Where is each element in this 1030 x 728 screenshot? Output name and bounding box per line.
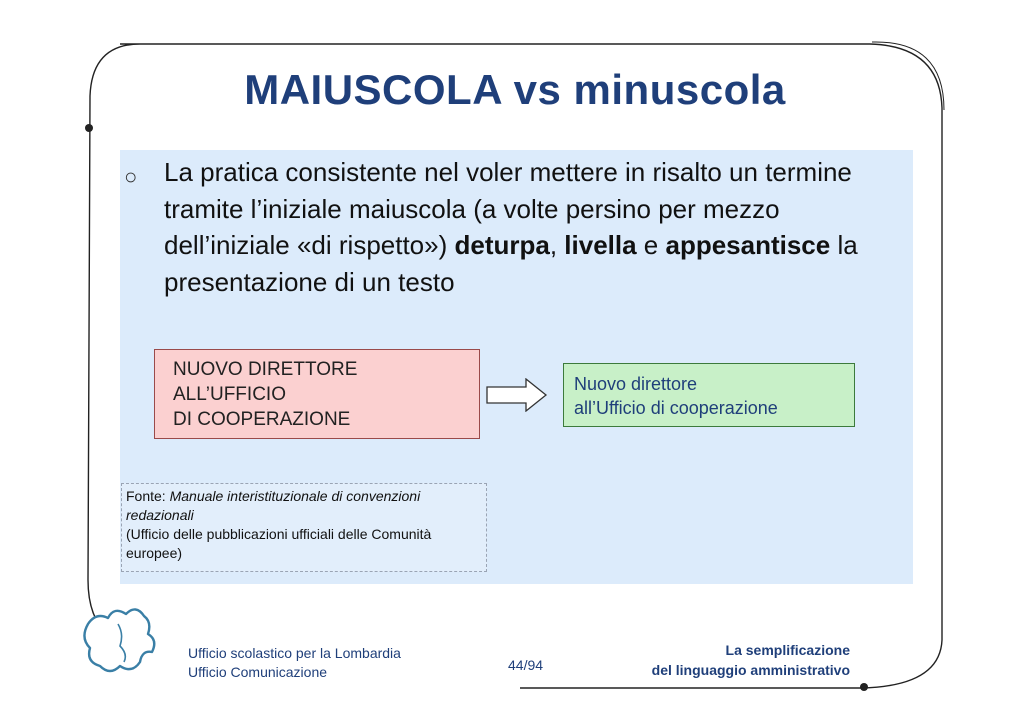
page-number: 44/94 — [508, 657, 544, 673]
source-title: Manuale interistituzionale di convenzioni redazionali — [126, 488, 421, 523]
bullet-text-1: La pratica consistente nel voler mettere in risalto un termine tramite l’iniziale maiuscola (a volte persino per mezzo dell’iniziale «di rispetto») — [164, 157, 852, 260]
source-prefix: Fonte: — [126, 488, 170, 504]
uppercase-example-box — [154, 349, 480, 439]
corner-dot-right — [860, 683, 868, 691]
bullet-circle-icon: ○ — [124, 164, 138, 189]
lombardia-map-icon — [78, 600, 178, 680]
footer-office: Ufficio scolastico per la Lombardia — [188, 645, 401, 661]
bullet-sep: , — [549, 230, 565, 260]
uppercase-line-1: NUOVO DIRETTORE — [173, 359, 358, 380]
source-publisher: (Ufficio delle pubblicazioni ufficiali delle Comunità europee) — [126, 526, 432, 561]
bullet-text-2: e — [636, 230, 666, 260]
footer-title-line-1: La semplificazione — [725, 642, 850, 658]
source-note — [121, 483, 487, 572]
bullet-paragraph — [164, 154, 894, 300]
footer-course-title — [652, 640, 850, 680]
lowercase-line-1: Nuovo direttore — [574, 374, 698, 394]
uppercase-line-3: DI COOPERAZIONE — [173, 409, 351, 430]
footer-title-line-2: del linguaggio amministrativo — [651, 662, 850, 678]
right-arrow-icon — [486, 378, 548, 412]
corner-dot-left — [85, 124, 93, 132]
lowercase-example-box — [563, 363, 855, 427]
bullet-text-3: la presentazione di un testo — [164, 230, 858, 297]
bullet-bold-livella: livella — [564, 230, 637, 260]
footer-organization — [188, 644, 401, 682]
slide-title: MAIUSCOLA vs minuscola — [244, 66, 786, 113]
bullet-bold-appesantisce: appesantisce — [665, 230, 831, 260]
uppercase-line-2: ALL’UFFICIO — [173, 384, 286, 405]
bullet-bold-deturpa: deturpa — [454, 230, 550, 260]
lowercase-line-2: all’Ufficio di cooperazione — [574, 398, 778, 418]
footer-department: Ufficio Comunicazione — [188, 664, 328, 680]
